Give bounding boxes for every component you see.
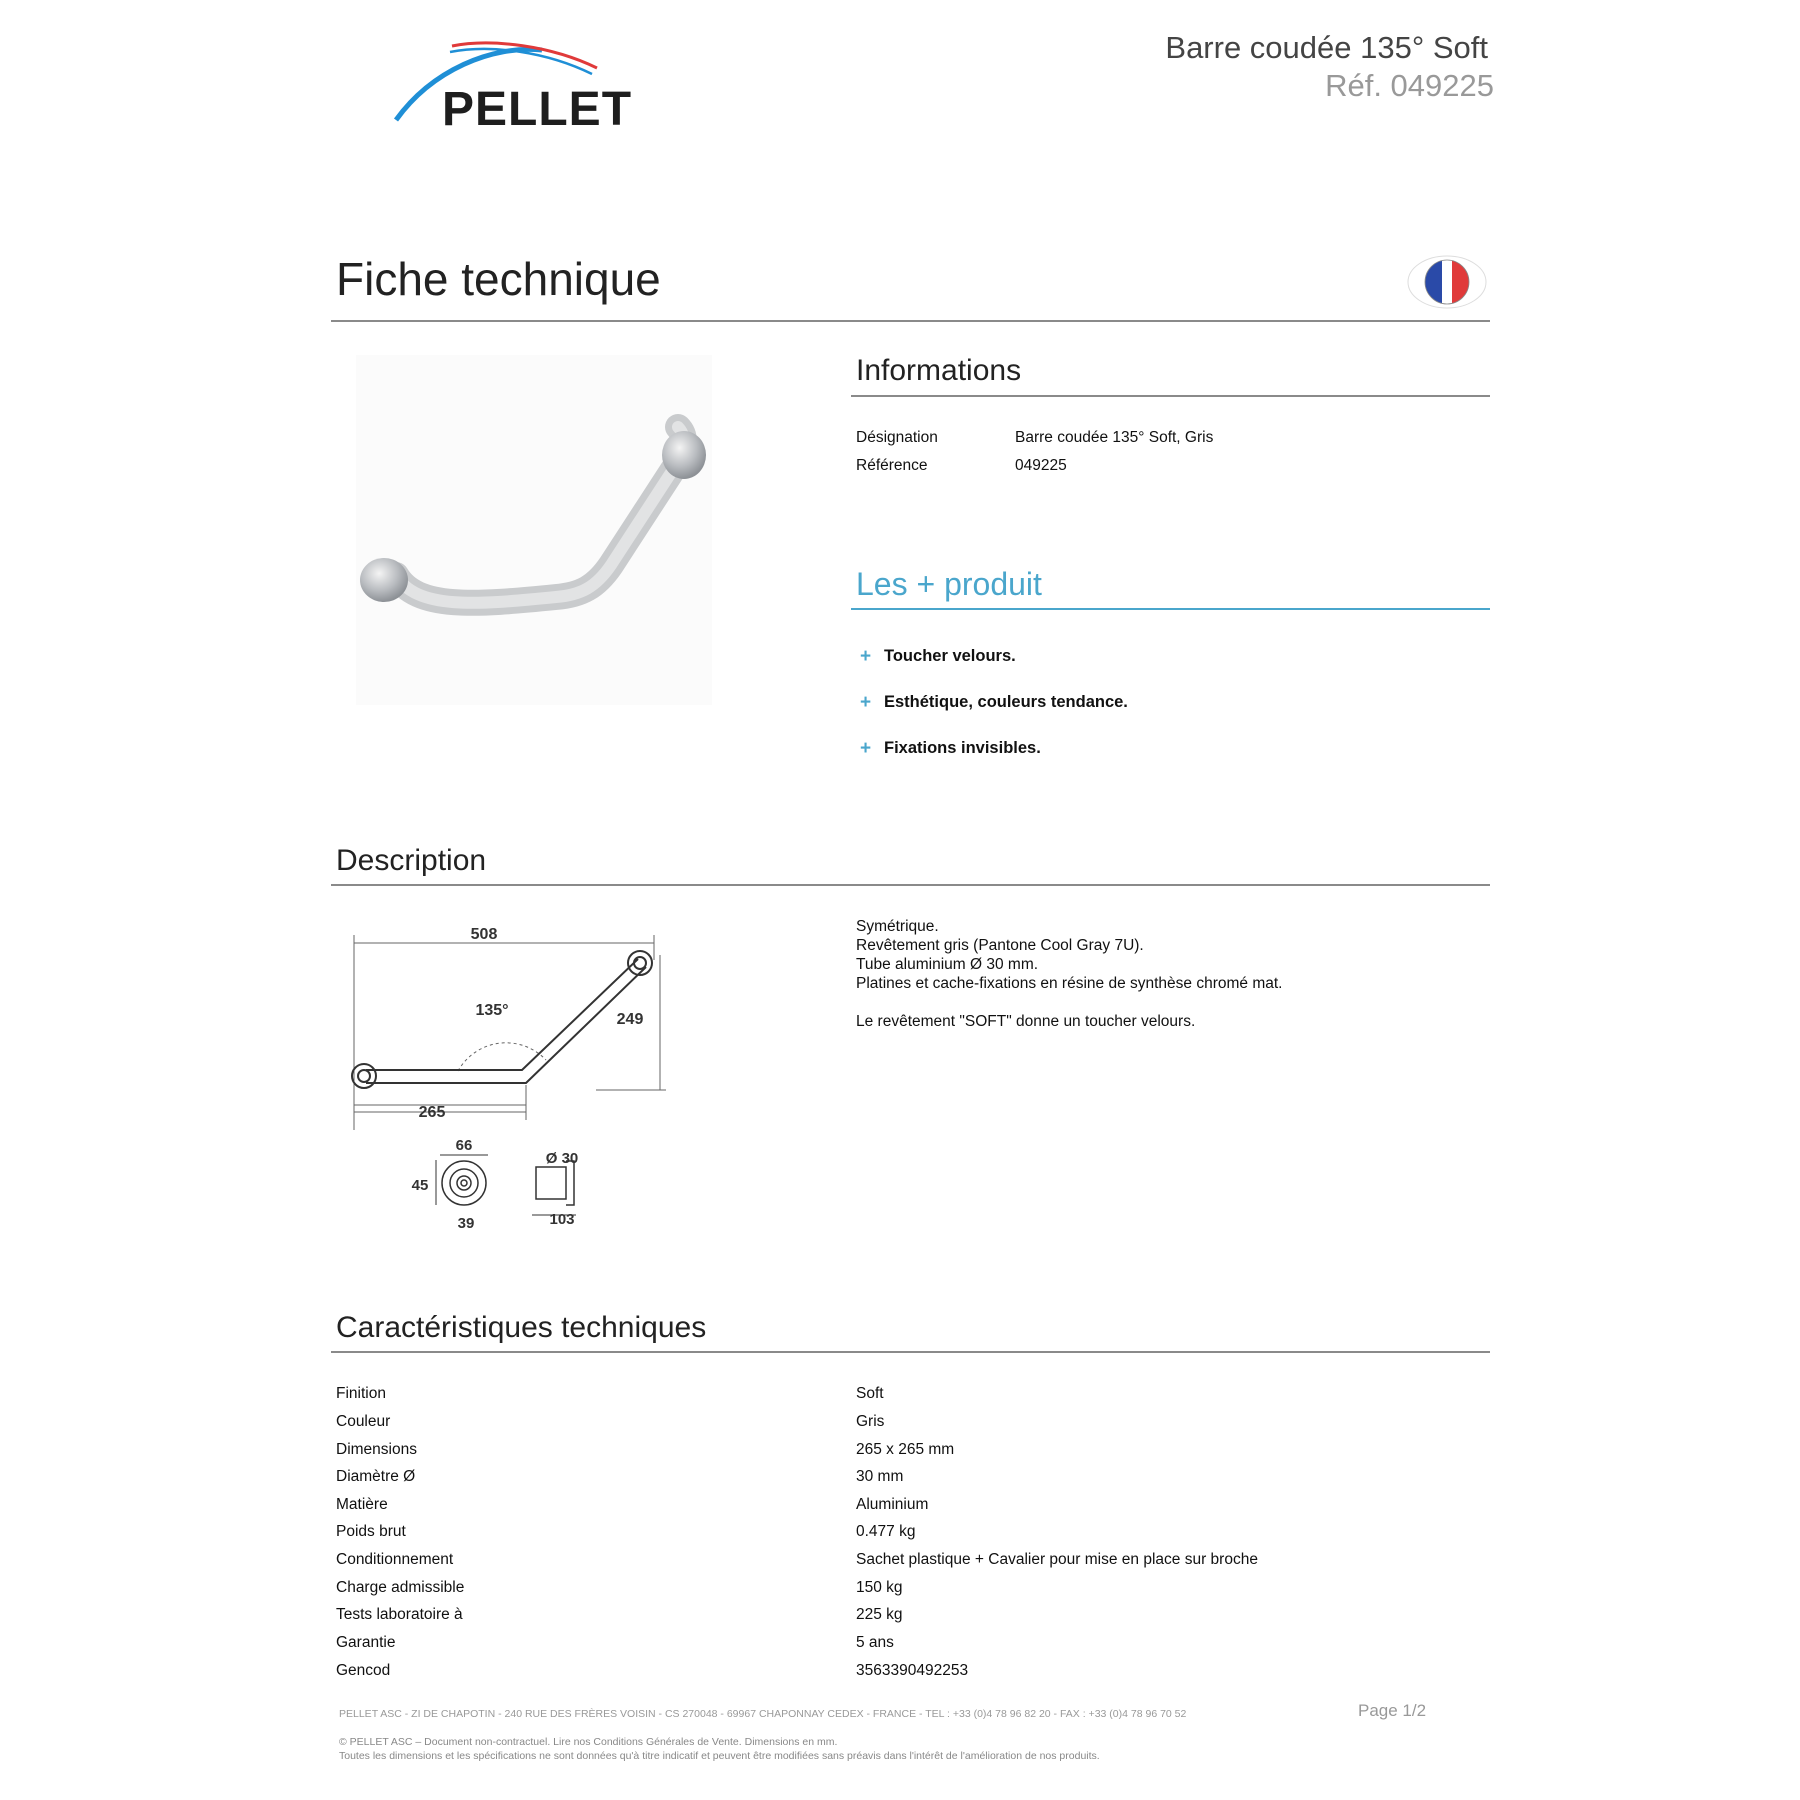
product-reference: Réf. 049225 [1325,68,1494,103]
tech-value: 265 x 265 mm [856,1441,955,1458]
tech-value: Soft [856,1385,884,1402]
designation-value: Barre coudée 135° Soft, Gris [1015,429,1214,446]
dim-66: 66 [455,1137,473,1154]
dim-265: 265 [418,1104,446,1121]
dimension-drawing [346,915,676,1245]
dim-249: 249 [616,1011,644,1028]
tech-label: Dimensions [336,1441,417,1458]
page-title: Fiche technique [336,253,661,305]
grab-bar-image [356,355,712,705]
reference-value: 049225 [1015,457,1067,474]
footer-legal [339,1735,1100,1763]
informations-divider [851,395,1490,397]
dim-45: 45 [411,1177,429,1194]
tech-value: 225 kg [856,1606,903,1623]
made-in-france-badge [1406,254,1488,310]
tech-label: Diamètre Ø [336,1468,416,1485]
description-line: Revêtement gris (Pantone Cool Gray 7U). [856,937,1144,954]
plus-produit-heading: Les + produit [856,566,1042,602]
benefit-item: Toucher velours. [884,647,1016,665]
brand-name: PELLET [442,83,633,136]
description-divider [331,884,1490,886]
dim-508: 508 [470,926,498,943]
description-line: Symétrique. [856,918,939,935]
page-number: Page 1/2 [1358,1701,1427,1720]
footer-address: PELLET ASC - ZI DE CHAPOTIN - 240 RUE DES FRÈRES VOISIN - CS 270048 - 69967 CHAPONNAY CEDEX - FRANCE - TEL : +33 (0)4 78 96 82 20 - FAX : +33 (0)4 78 96 70 52 [339,1708,1187,1720]
benefit-item: Esthétique, couleurs tendance. [884,693,1128,711]
tech-value: Aluminium [856,1496,929,1513]
product-photo [356,355,712,705]
description-line: Le revêtement "SOFT" donne un toucher velours. [856,1013,1196,1030]
product-title: Barre coudée 135° Soft [1165,30,1488,65]
tech-label: Matière [336,1496,388,1513]
tech-value: 150 kg [856,1579,903,1596]
tech-label: Tests laboratoire à [336,1606,463,1623]
dim-39: 39 [457,1215,475,1232]
description-line: Platines et cache-fixations en résine de synthèse chromé mat. [856,975,1283,992]
french-flag-icon [1406,254,1488,310]
tech-value: 5 ans [856,1634,894,1651]
tech-label: Couleur [336,1413,391,1430]
description-line: Tube aluminium Ø 30 mm. [856,956,1039,973]
tech-label: Gencod [336,1662,391,1679]
title-divider [331,320,1490,322]
plus-icon: + [860,738,872,759]
tech-value: 30 mm [856,1468,904,1485]
plus-icon: + [860,646,872,667]
designation-label: Désignation [856,429,938,446]
tech-label: Poids brut [336,1523,406,1540]
technical-drawing [346,915,676,1245]
tech-value: 3563390492253 [856,1662,969,1679]
description-heading: Description [336,844,487,877]
tech-label: Conditionnement [336,1551,454,1568]
caracteristiques-divider [331,1351,1490,1353]
tech-value: Gris [856,1413,885,1430]
plus-produit-divider [851,608,1490,610]
dim-103: 103 [549,1211,575,1228]
plus-icon: + [860,692,872,713]
benefit-item: Fixations invisibles. [884,739,1041,757]
legal-line: © PELLET ASC – Document non-contractuel. Lire nos Conditions Générales de Vente. Dimensions en mm. [339,1736,838,1748]
reference-label: Référence [856,457,928,474]
dim-angle: 135° [475,1002,509,1019]
pellet-logo [392,40,642,136]
informations-heading: Informations [856,354,1022,387]
legal-line: Toutes les dimensions et les spécifications ne sont données qu'à titre indicatif et peuvent être modifiées sans préavis dans l'intérêt de l'amélioration de nos produits. [339,1750,1100,1762]
tech-label: Finition [336,1385,386,1402]
dim-diameter: Ø 30 [545,1150,579,1167]
tech-label: Garantie [336,1634,396,1651]
tech-value: 0.477 kg [856,1523,916,1540]
tech-label: Charge admissible [336,1579,465,1596]
caracteristiques-heading: Caractéristiques techniques [336,1311,707,1344]
tech-value: Sachet plastique + Cavalier pour mise en place sur broche [856,1551,1258,1568]
